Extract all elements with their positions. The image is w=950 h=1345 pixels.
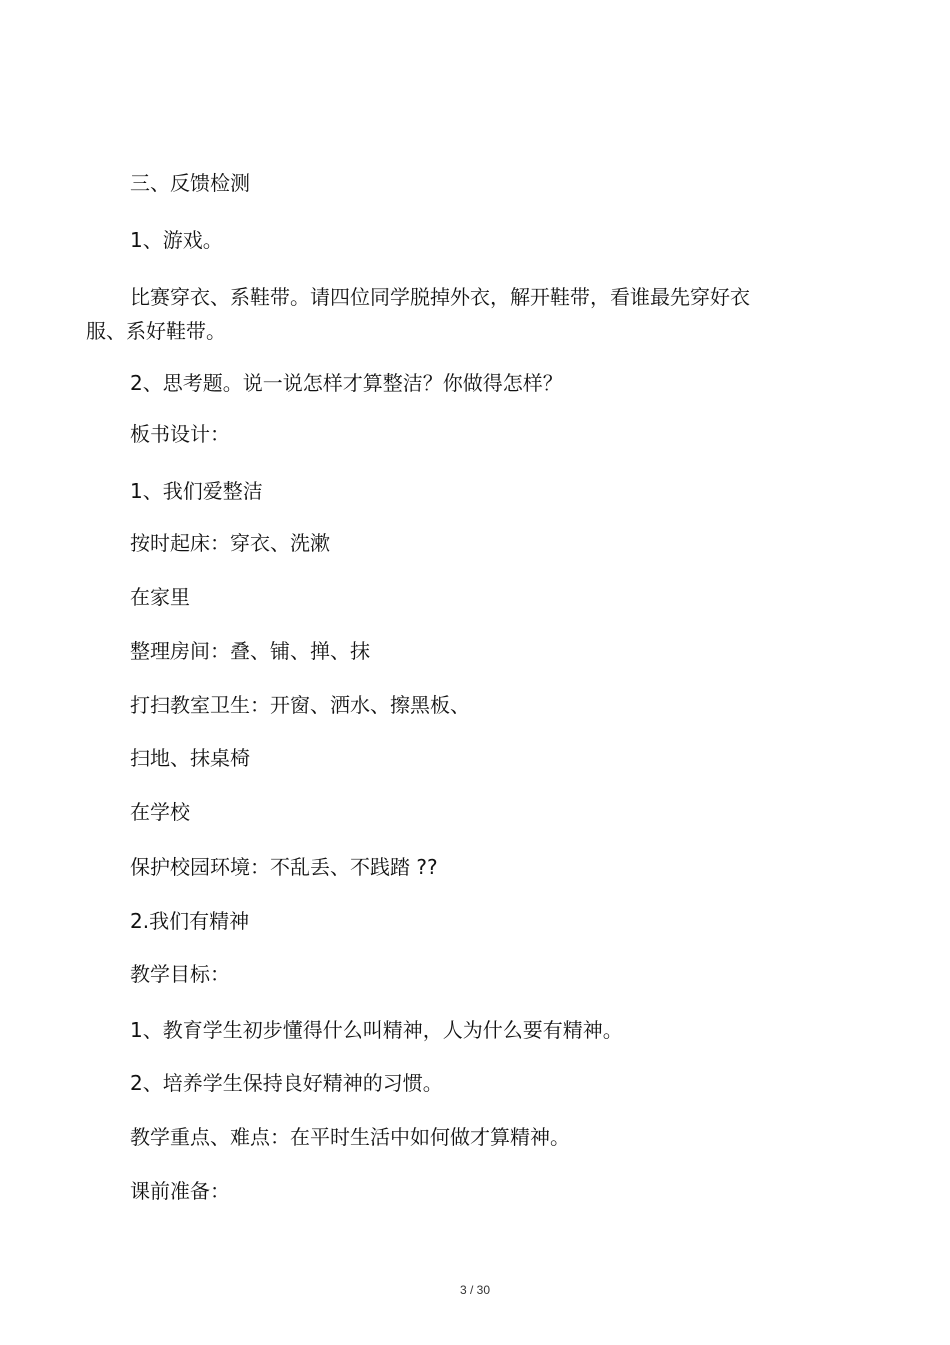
text-line: 教学目标： (130, 962, 230, 986)
text-line: 教学重点、难点：在平时生活中如何做才算精神。 (130, 1125, 570, 1149)
text-line: 1、游戏。 (130, 228, 223, 252)
text-line: 板书设计： (130, 422, 230, 446)
text-line: 1、教育学生初步懂得什么叫精神，人为什么要有精神。 (130, 1018, 623, 1042)
text-line: 扫地、抹桌椅 (130, 746, 250, 770)
text-line: 1、我们爱整洁 (130, 479, 263, 503)
page-number: 3 / 30 (459, 1283, 491, 1297)
paragraph-line: 服、系好鞋带。 (86, 319, 226, 343)
text-line: 2、思考题。说一说怎样才算整洁？你做得怎样？ (130, 371, 563, 395)
section-heading-spirit: 2.我们有精神 (130, 909, 250, 933)
text-line: 在家里 (130, 585, 190, 609)
paragraph-line: 比赛穿衣、系鞋带。请四位同学脱掉外衣，解开鞋带，看谁最先穿好衣 (130, 285, 750, 309)
text-line: 课前准备： (130, 1179, 230, 1203)
text-line: 整理房间：叠、铺、掸、抹 (130, 639, 370, 663)
section-heading-feedback: 三、反馈检测 (130, 171, 250, 195)
text-line: 在学校 (130, 800, 190, 824)
paragraph-game (86, 280, 786, 348)
text-line: 按时起床：穿衣、洗漱 (130, 531, 330, 555)
text-line: 打扫教室卫生：开窗、洒水、擦黑板、 (130, 693, 470, 717)
text-line: 2、培养学生保持良好精神的习惯。 (130, 1071, 443, 1095)
text-line: 保护校园环境：不乱丢、不践踏 ?? (130, 855, 438, 879)
